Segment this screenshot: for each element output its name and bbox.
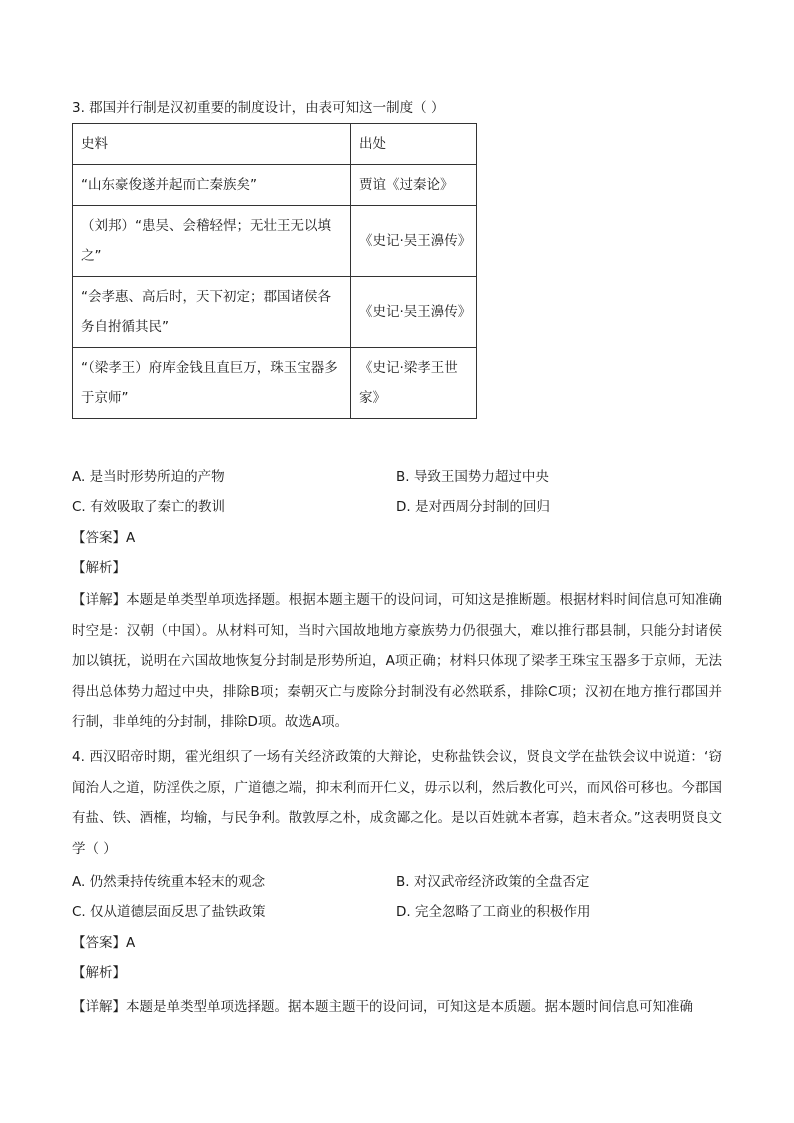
q3-detail: 【详解】本题是单类型单项选择题。根据本题主题干的设问词，可知这是推断题。根据材料时间信息可知准确时空是：汉朝（中国）。从材料可知，当时六国故地地方豪族势力仍很强大，难以推行郡县制，只能分封诸侯加以镇抚，说明在六国故地恢复分封制是形势所迫，A项正确；材料只体现了梁孝王珠宝玉器多于京师，无法得出总体势力超过中央，排除B项；秦朝灭亡与废除分封制没有必然联系，排除C项；汉初在地方推行郡国并行制，非单纯的分封制，排除D项。故选A项。: [72, 592, 722, 730]
table-header-origin: 出处: [351, 124, 477, 165]
table-header-row: [73, 124, 477, 165]
table-cell: （刘邦）“患吴、会稽轻悍；无壮王无以填之”: [73, 206, 351, 277]
table-cell: 《史记·梁孝王世家》: [351, 348, 477, 419]
table-row: [73, 206, 477, 277]
q4-option-c[interactable]: C. 仅从道德层面反思了盐铁政策: [72, 904, 266, 920]
q4-answer: 【答案】A: [72, 935, 136, 951]
q3-option-d[interactable]: D. 是对西周分封制的回归: [396, 499, 550, 515]
question-3-stem: 3. 郡国并行制是汉初重要的制度设计，由表可知这一制度（ ）: [72, 100, 445, 116]
source-table: [72, 123, 477, 419]
table-row: [73, 277, 477, 348]
table-cell: “（梁孝王）府库金钱且直巨万，珠玉宝器多于京师”: [73, 348, 351, 419]
q3-option-c[interactable]: C. 有效吸取了秦亡的教训: [72, 499, 226, 515]
q4-detail: 【详解】本题是单类型单项选择题。据本题主题干的设问词，可知这是本质题。据本题时间信息可知准确: [72, 999, 693, 1015]
q3-option-b[interactable]: B. 导致王国势力超过中央: [396, 469, 549, 485]
table-cell: 《史记·吴王濞传》: [351, 206, 477, 277]
q3-answer: 【答案】A: [72, 530, 136, 546]
q4-option-b[interactable]: B. 对汉武帝经济政策的全盘否定: [396, 874, 590, 890]
table-row: [73, 165, 477, 206]
q3-option-a[interactable]: A. 是当时形势所迫的产物: [72, 469, 225, 485]
table-cell: “会孝惠、高后时，天下初定；郡国诸侯各务自拊循其民”: [73, 277, 351, 348]
table-cell: 《史记·吴王濞传》: [351, 277, 477, 348]
table-cell: “山东豪俊遂并起而亡秦族矣”: [73, 165, 351, 206]
table-cell: 贾谊《过秦论》: [351, 165, 477, 206]
q4-option-a[interactable]: A. 仍然秉持传统重本轻末的观念: [72, 874, 266, 890]
q3-analysis-label: 【解析】: [72, 560, 126, 576]
q4-analysis-label: 【解析】: [72, 965, 126, 981]
table-header-source: 史料: [73, 124, 351, 165]
question-4-stem: 4. 西汉昭帝时期，霍光组织了一场有关经济政策的大辩论，史称盐铁会议，贤良文学在盐铁会议中说道：‘窃闻治人之道，防淫佚之原，广道德之端，抑末利而开仁义，毋示以利，然后教化可兴，而风俗可移也。今郡国有盐、铁、酒榷，均输，与民争利。散敦厚之朴，成贪鄙之化。是以百姓就本者寡，趋末者众。”这表明贤良文学（ ）: [72, 749, 722, 857]
q4-option-d[interactable]: D. 完全忽略了工商业的积极作用: [396, 904, 591, 920]
table-row: [73, 348, 477, 419]
